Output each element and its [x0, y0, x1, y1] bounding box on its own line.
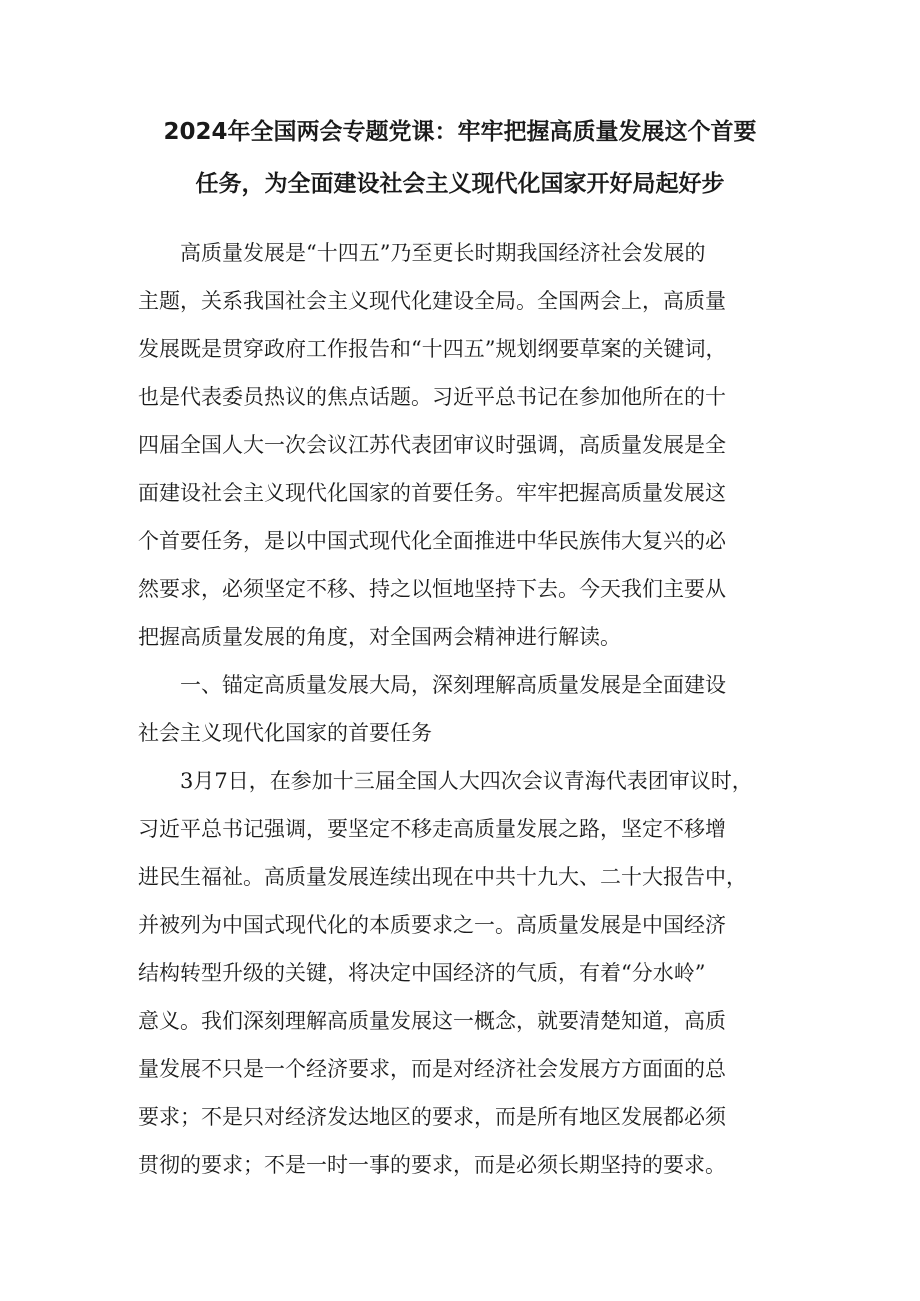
- paragraph-line: 把握高质量发展的角度，对全国两会精神进行解读。: [138, 625, 621, 649]
- document-title-line-2: 任务，为全面建设社会主义现代化国家开好局起好步: [195, 171, 725, 197]
- paragraph-line: 个首要任务，是以中国式现代化全面推进中华民族伟大复兴的必: [138, 529, 726, 553]
- paragraph-line: 贯彻的要求；不是一时一事的要求，而是必须长期坚持的要求。: [138, 1153, 726, 1177]
- paragraph-line: 结构转型升级的关键，将决定中国经济的气质，有着“分水岭”: [138, 961, 706, 985]
- paragraph-line: 四届全国人大一次会议江苏代表团审议时强调，高质量发展是全: [138, 433, 726, 457]
- paragraph-line: 要求；不是只对经济发达地区的要求，而是所有地区发展都必须: [138, 1105, 726, 1129]
- paragraph-line: 主题，关系我国社会主义现代化建设全局。全国两会上，高质量: [138, 289, 726, 313]
- paragraph-line: 面建设社会主义现代化国家的首要任务。牢牢把握高质量发展这: [138, 481, 726, 505]
- paragraph-line: 意义。我们深刻理解高质量发展这一概念，就要清楚知道，高质: [138, 1009, 726, 1033]
- section-heading-line: 一、锚定高质量发展大局，深刻理解高质量发展是全面建设: [180, 673, 726, 697]
- paragraph-line: 高质量发展是“十四五”乃至更长时期我国经济社会发展的: [180, 241, 706, 265]
- document-title-line-1: 2024年全国两会专题党课：牢牢把握高质量发展这个首要: [163, 119, 757, 145]
- paragraph-line: 3月7日，在参加十三届全国人大四次会议青海代表团审议时，: [180, 769, 753, 793]
- section-heading-line: 社会主义现代化国家的首要任务: [138, 721, 432, 745]
- paragraph-line: 然要求，必须坚定不移、持之以恒地坚持下去。今天我们主要从: [138, 577, 726, 601]
- paragraph-line: 习近平总书记强调，要坚定不移走高质量发展之路，坚定不移增: [138, 817, 726, 841]
- paragraph-line: 发展既是贯穿政府工作报告和“十四五”规划纲要草案的关键词，: [138, 337, 727, 361]
- paragraph-line: 并被列为中国式现代化的本质要求之一。高质量发展是中国经济: [138, 913, 726, 937]
- paragraph-line: 进民生福祉。高质量发展连续出现在中共十九大、二十大报告中，: [138, 865, 747, 889]
- paragraph-line: 也是代表委员热议的焦点话题。习近平总书记在参加他所在的十: [138, 385, 726, 409]
- paragraph-line: 量发展不只是一个经济要求，而是对经济社会发展方方面面的总: [138, 1057, 726, 1081]
